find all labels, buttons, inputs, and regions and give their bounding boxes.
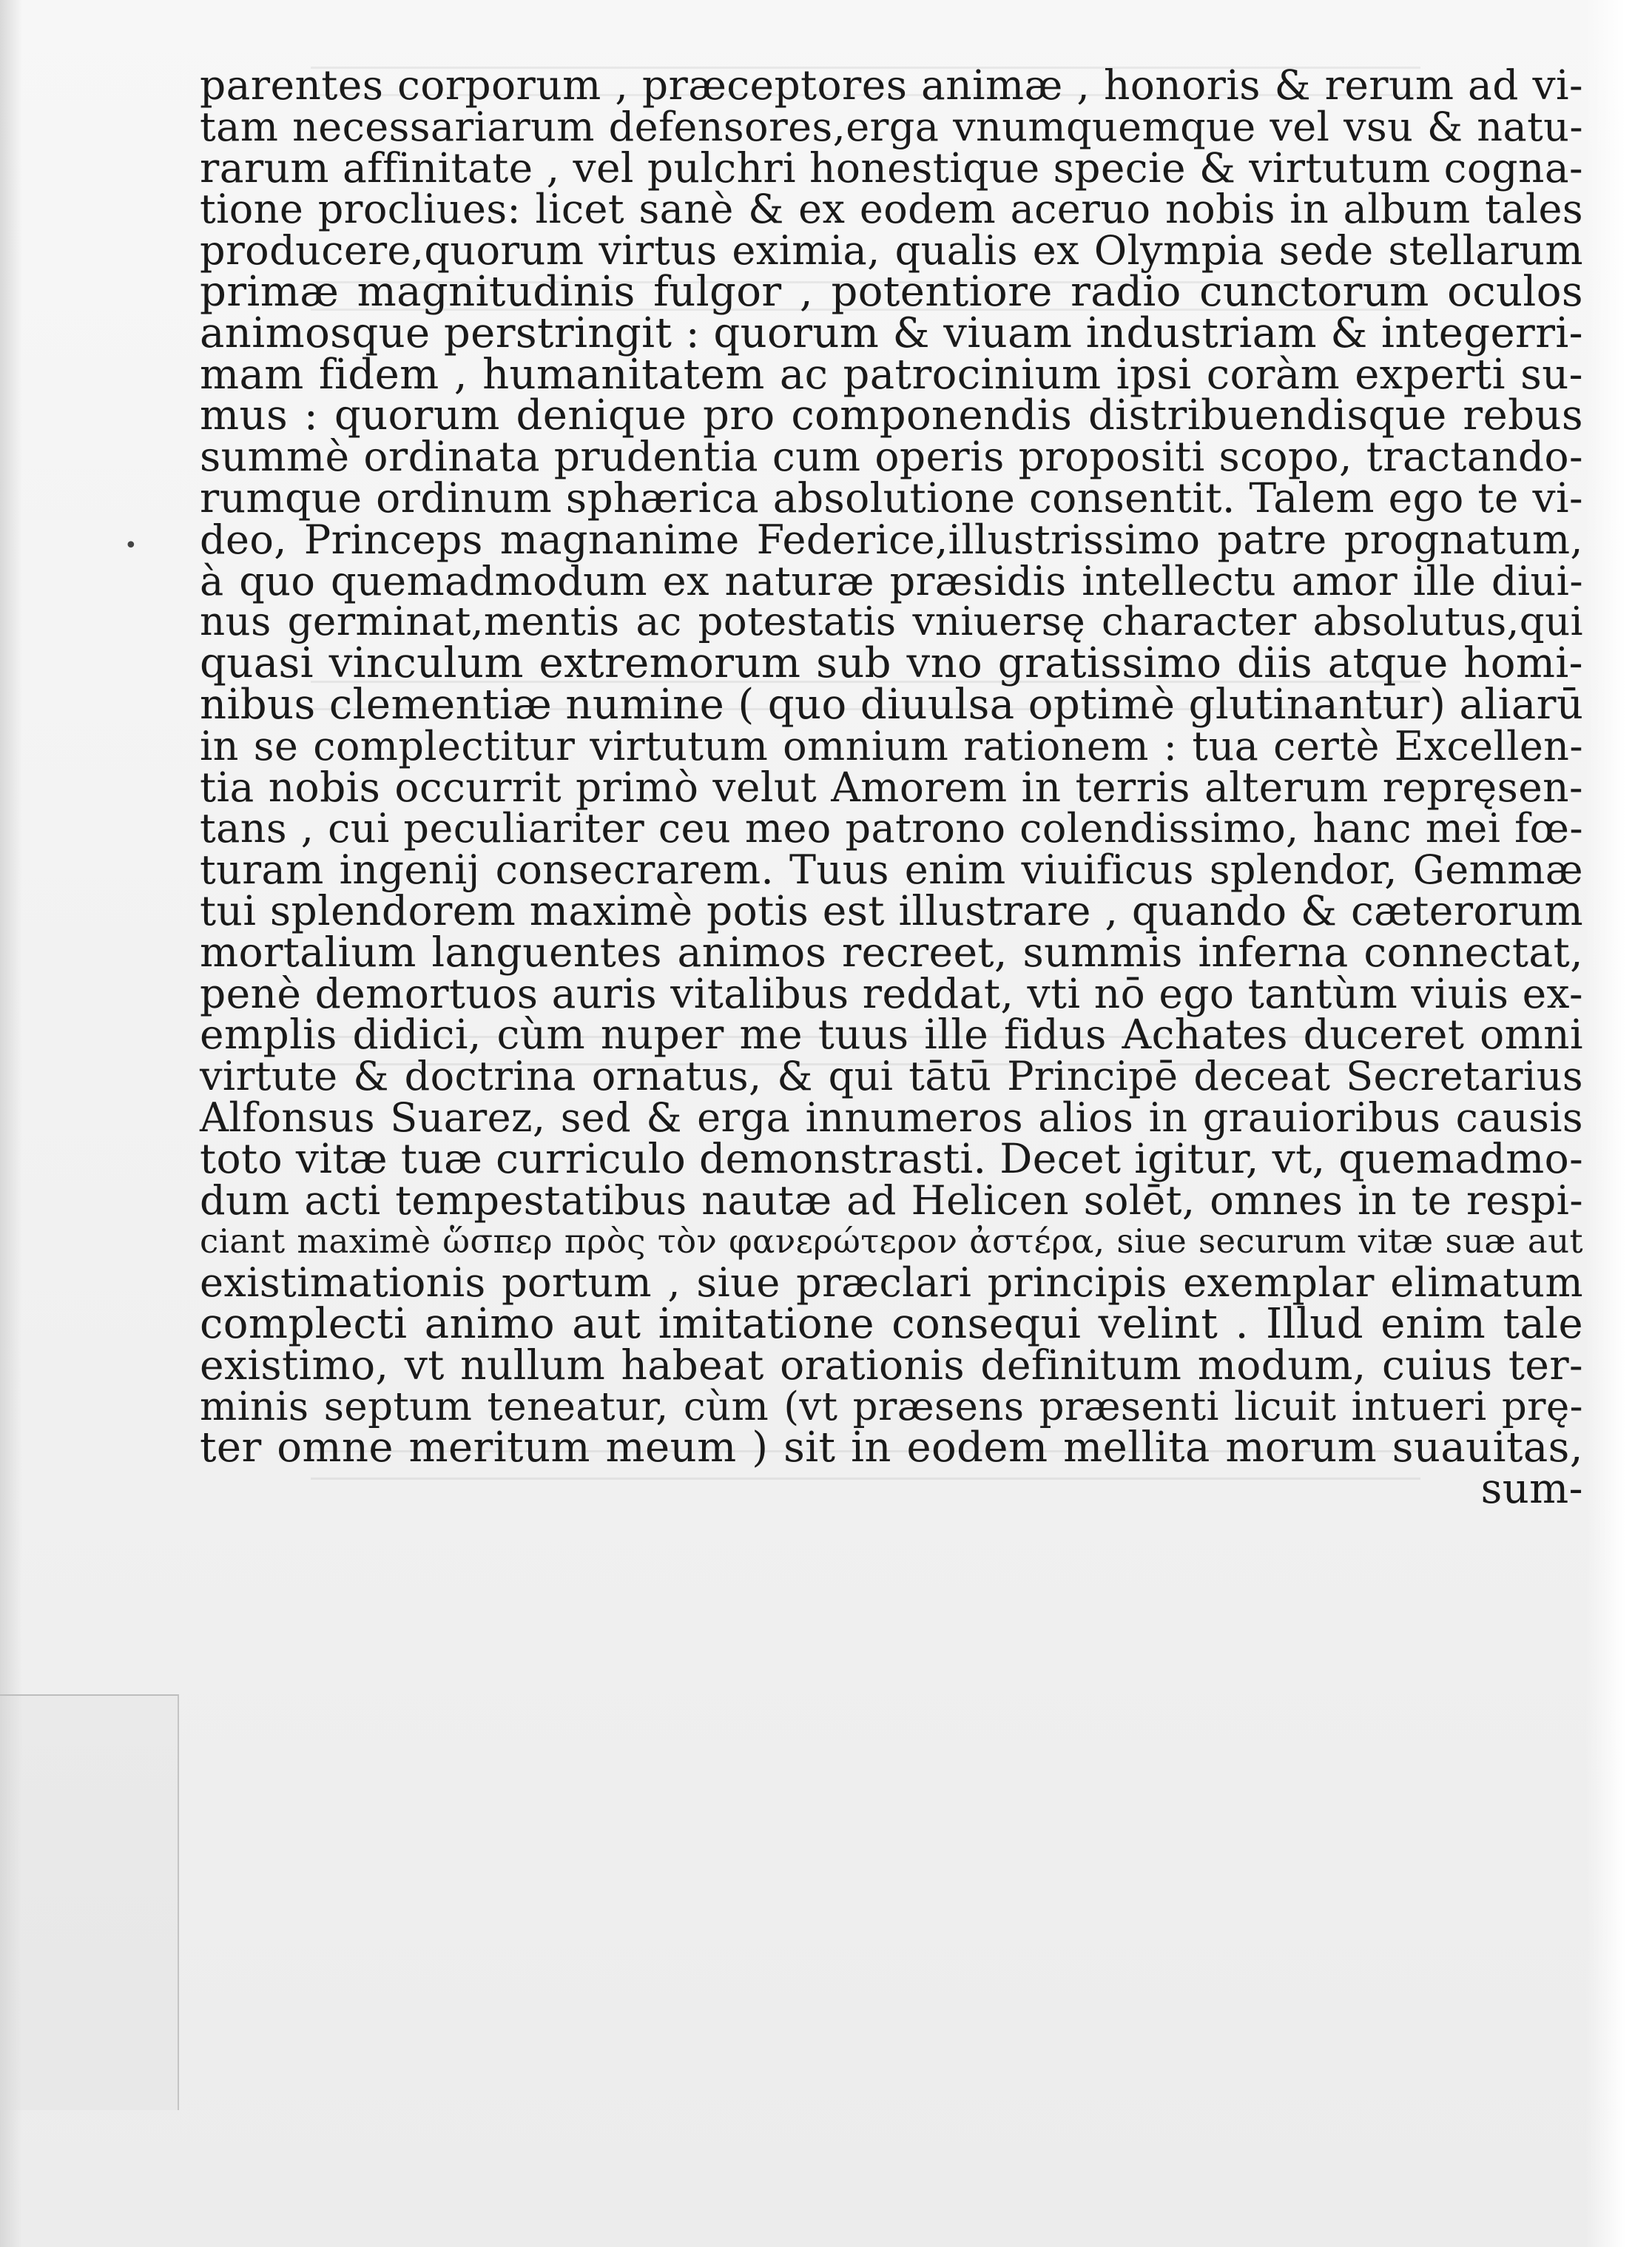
- text-line: tam necessariarum defensores,erga vnumquemque vel vsu & natu-: [200, 103, 1583, 150]
- text-line: producere,quorum virtus eximia, qualis ex Olympia sede stellarum: [200, 227, 1583, 274]
- text-line: rarum affinitate , vel pulchri honestique specie & virtutum cogna-: [200, 144, 1583, 192]
- sheet-edge: [1585, 0, 1652, 2247]
- text-line: nibus clementiæ numine ( quo diuulsa optimè glutinantur) aliarū: [200, 680, 1584, 729]
- text-line: rumque ordinum sphærica absolutione consentit. Talem ego te vi-: [200, 474, 1583, 522]
- text-line: parentes corporum , præceptores animæ , honoris & rerum ad vi-: [200, 61, 1583, 109]
- text-line: penè demortuos auris vitalibus reddat, vti nō ego tantùm viuis ex-: [200, 969, 1583, 1017]
- text-line: ter omne meritum meum ) sit in eodem mellita morum suauitas,: [200, 1424, 1583, 1472]
- text-line: mus : quorum denique pro componendis distribuendisque rebus: [200, 391, 1583, 440]
- text-line: primæ magnitudinis fulgor , potentiore radio cunctorum oculos: [200, 267, 1583, 316]
- text-line: virtute & doctrina ornatus, & qui tātū Principē deceat Secretarius: [200, 1053, 1583, 1100]
- text-line: complecti animo aut imitatione consequi velint . Illud enim tale: [200, 1299, 1583, 1348]
- text-line: animosque perstringit : quorum & viuam industriam & integerri-: [200, 309, 1583, 357]
- text-line: existimo, vt nullum habeat orationis definitum modum, cuius ter-: [200, 1341, 1583, 1389]
- text-line: mortalium languentes animos recreet, summis inferna connectat,: [200, 928, 1583, 976]
- text-line: toto vitæ tuæ curriculo demonstrasti. Decet igitur, vt, quemadmo-: [200, 1134, 1584, 1182]
- catchword: sum-: [1480, 1465, 1583, 1514]
- text-line: tia nobis occurrit primò velut Amorem in terris alterum repręsen-: [200, 763, 1583, 811]
- text-line: in se complectitur virtutum omnium rationem : tua certè Excellen-: [200, 722, 1583, 769]
- text-line: tione procliues: licet sanè & ex eodem aceruo nobis in album tales: [200, 186, 1583, 233]
- body-text: [200, 61, 1584, 1514]
- text-line: nus germinat,mentis ac potestatis vniuersę character absolutus,qui: [200, 599, 1583, 645]
- text-line: emplis didici, cùm nuper me tuus ille fidus Achates duceret omni: [200, 1011, 1583, 1059]
- pasted-paper-slip: [0, 1694, 179, 2110]
- text-line: mam fidem , humanitatem ac patrocinium ipsi coràm experti su-: [200, 350, 1583, 399]
- text-line: quasi vinculum extremorum sub vno gratissimo diis atque homi-: [200, 639, 1583, 688]
- text-line: à quo quemadmodum ex naturæ præsidis intellectu amor ille diui-: [200, 557, 1583, 604]
- text-line: Alfonsus Suarez, sed & erga innumeros alios in grauioribus causis: [200, 1094, 1583, 1141]
- text-line: existimationis portum , siue præclari principis exemplar elimatum: [200, 1259, 1583, 1307]
- text-line: summè ordinata prudentia cum operis propositi scopo, tractando-: [200, 433, 1583, 481]
- text-line: minis septum teneatur, cùm (vt præsens præsenti licuit intueri prę-: [200, 1384, 1583, 1429]
- ink-speck: •: [124, 533, 138, 559]
- text-line: ciant maximè ὥσπερ πρὸς τὸν φανερώτερον ἀστέρα, siue securum vitæ suæ aut: [200, 1222, 1583, 1261]
- text-line: tans , cui peculiariter ceu meo patrono colendissimo, hanc mei fœ-: [200, 805, 1583, 852]
- text-line: deo, Princeps magnanime Federice,illustrissimo patre prognatum,: [200, 516, 1583, 563]
- text-line: turam ingenij consecrarem. Tuus enim viuificus splendor, Gemmæ: [200, 846, 1583, 894]
- text-line: dum acti tempestatibus nautæ ad Helicen solēt, omnes in te respi-: [200, 1176, 1583, 1224]
- text-line: tui splendorem maximè potis est illustrare , quando & cæterorum: [200, 886, 1583, 934]
